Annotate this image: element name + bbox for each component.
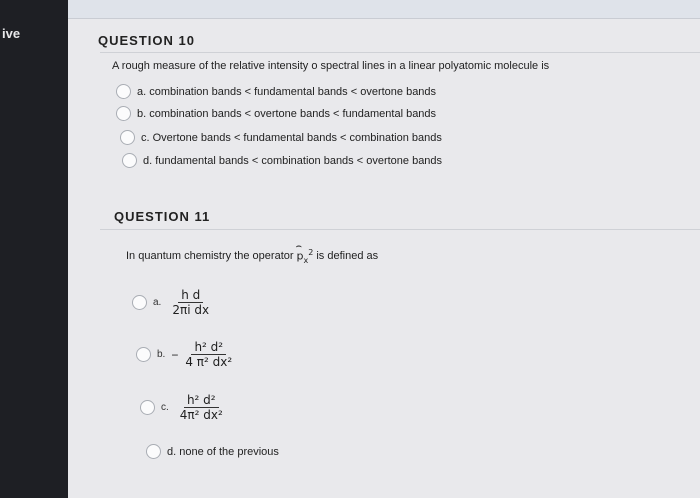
option-letter: a. bbox=[153, 297, 162, 308]
formula-fraction bbox=[177, 393, 226, 422]
question-11-stem bbox=[126, 241, 379, 265]
fraction-numerator: h² d² bbox=[184, 393, 219, 408]
q11-option-d[interactable] bbox=[146, 444, 279, 459]
question-11-title: QUESTION 11 bbox=[114, 209, 211, 224]
option-label: d. fundamental bands < combination bands < overtone bands bbox=[143, 154, 443, 167]
operator-symbol bbox=[295, 241, 314, 265]
operator-sup: 2 bbox=[308, 248, 314, 257]
option-label: d. none of the previous bbox=[167, 445, 279, 458]
fraction-denominator: 2πi dx bbox=[172, 303, 210, 317]
formula-fraction bbox=[169, 288, 212, 317]
fraction-denominator: 4 π² dx² bbox=[185, 355, 233, 369]
fraction-numerator: h² d² bbox=[191, 340, 226, 355]
fraction-denominator: 4π² dx² bbox=[179, 408, 223, 422]
q11-option-b[interactable] bbox=[136, 340, 237, 369]
radio-button[interactable] bbox=[140, 400, 155, 415]
question-10-divider bbox=[100, 52, 700, 53]
radio-button[interactable] bbox=[132, 295, 147, 310]
radio-button[interactable] bbox=[122, 153, 137, 168]
formula-fraction bbox=[182, 340, 235, 369]
operator-base: p bbox=[296, 249, 304, 263]
live-label: ive bbox=[2, 26, 21, 41]
operator-hat: ⌢ bbox=[295, 241, 303, 252]
option-label: b. combination bands < overtone bands < fundamental bands bbox=[137, 107, 437, 120]
option-letter: c. bbox=[161, 402, 169, 413]
q10-option-a[interactable] bbox=[116, 84, 436, 99]
top-bar bbox=[68, 0, 700, 19]
option-label: c. Overtone bands < fundamental bands < combination bands bbox=[141, 131, 442, 144]
stem-text-before: In quantum chemistry the operator bbox=[126, 250, 294, 263]
radio-button[interactable] bbox=[136, 347, 151, 362]
radio-button[interactable] bbox=[116, 106, 131, 121]
option-letter: b. bbox=[157, 349, 166, 360]
q10-option-d[interactable] bbox=[122, 153, 442, 168]
q11-option-c[interactable] bbox=[140, 393, 228, 422]
question-10-stem: A rough measure of the relative intensity o spectral lines in a linear polyatomic molecule is bbox=[112, 60, 550, 72]
operator-sub: x bbox=[303, 255, 309, 265]
q11-option-a[interactable] bbox=[132, 288, 214, 317]
question-11-divider bbox=[100, 229, 700, 230]
radio-button[interactable] bbox=[116, 84, 131, 99]
question-10-title: QUESTION 10 bbox=[98, 33, 195, 48]
minus-sign: − bbox=[171, 347, 179, 362]
radio-button[interactable] bbox=[120, 130, 135, 145]
q10-option-c[interactable] bbox=[120, 130, 442, 145]
option-label: a. combination bands < fundamental bands < overtone bands bbox=[137, 85, 437, 98]
stem-text-after: is defined as bbox=[316, 250, 379, 263]
q10-option-b[interactable] bbox=[116, 106, 436, 121]
left-sidebar bbox=[0, 0, 70, 498]
radio-button[interactable] bbox=[146, 444, 161, 459]
fraction-numerator: h d bbox=[178, 288, 203, 303]
